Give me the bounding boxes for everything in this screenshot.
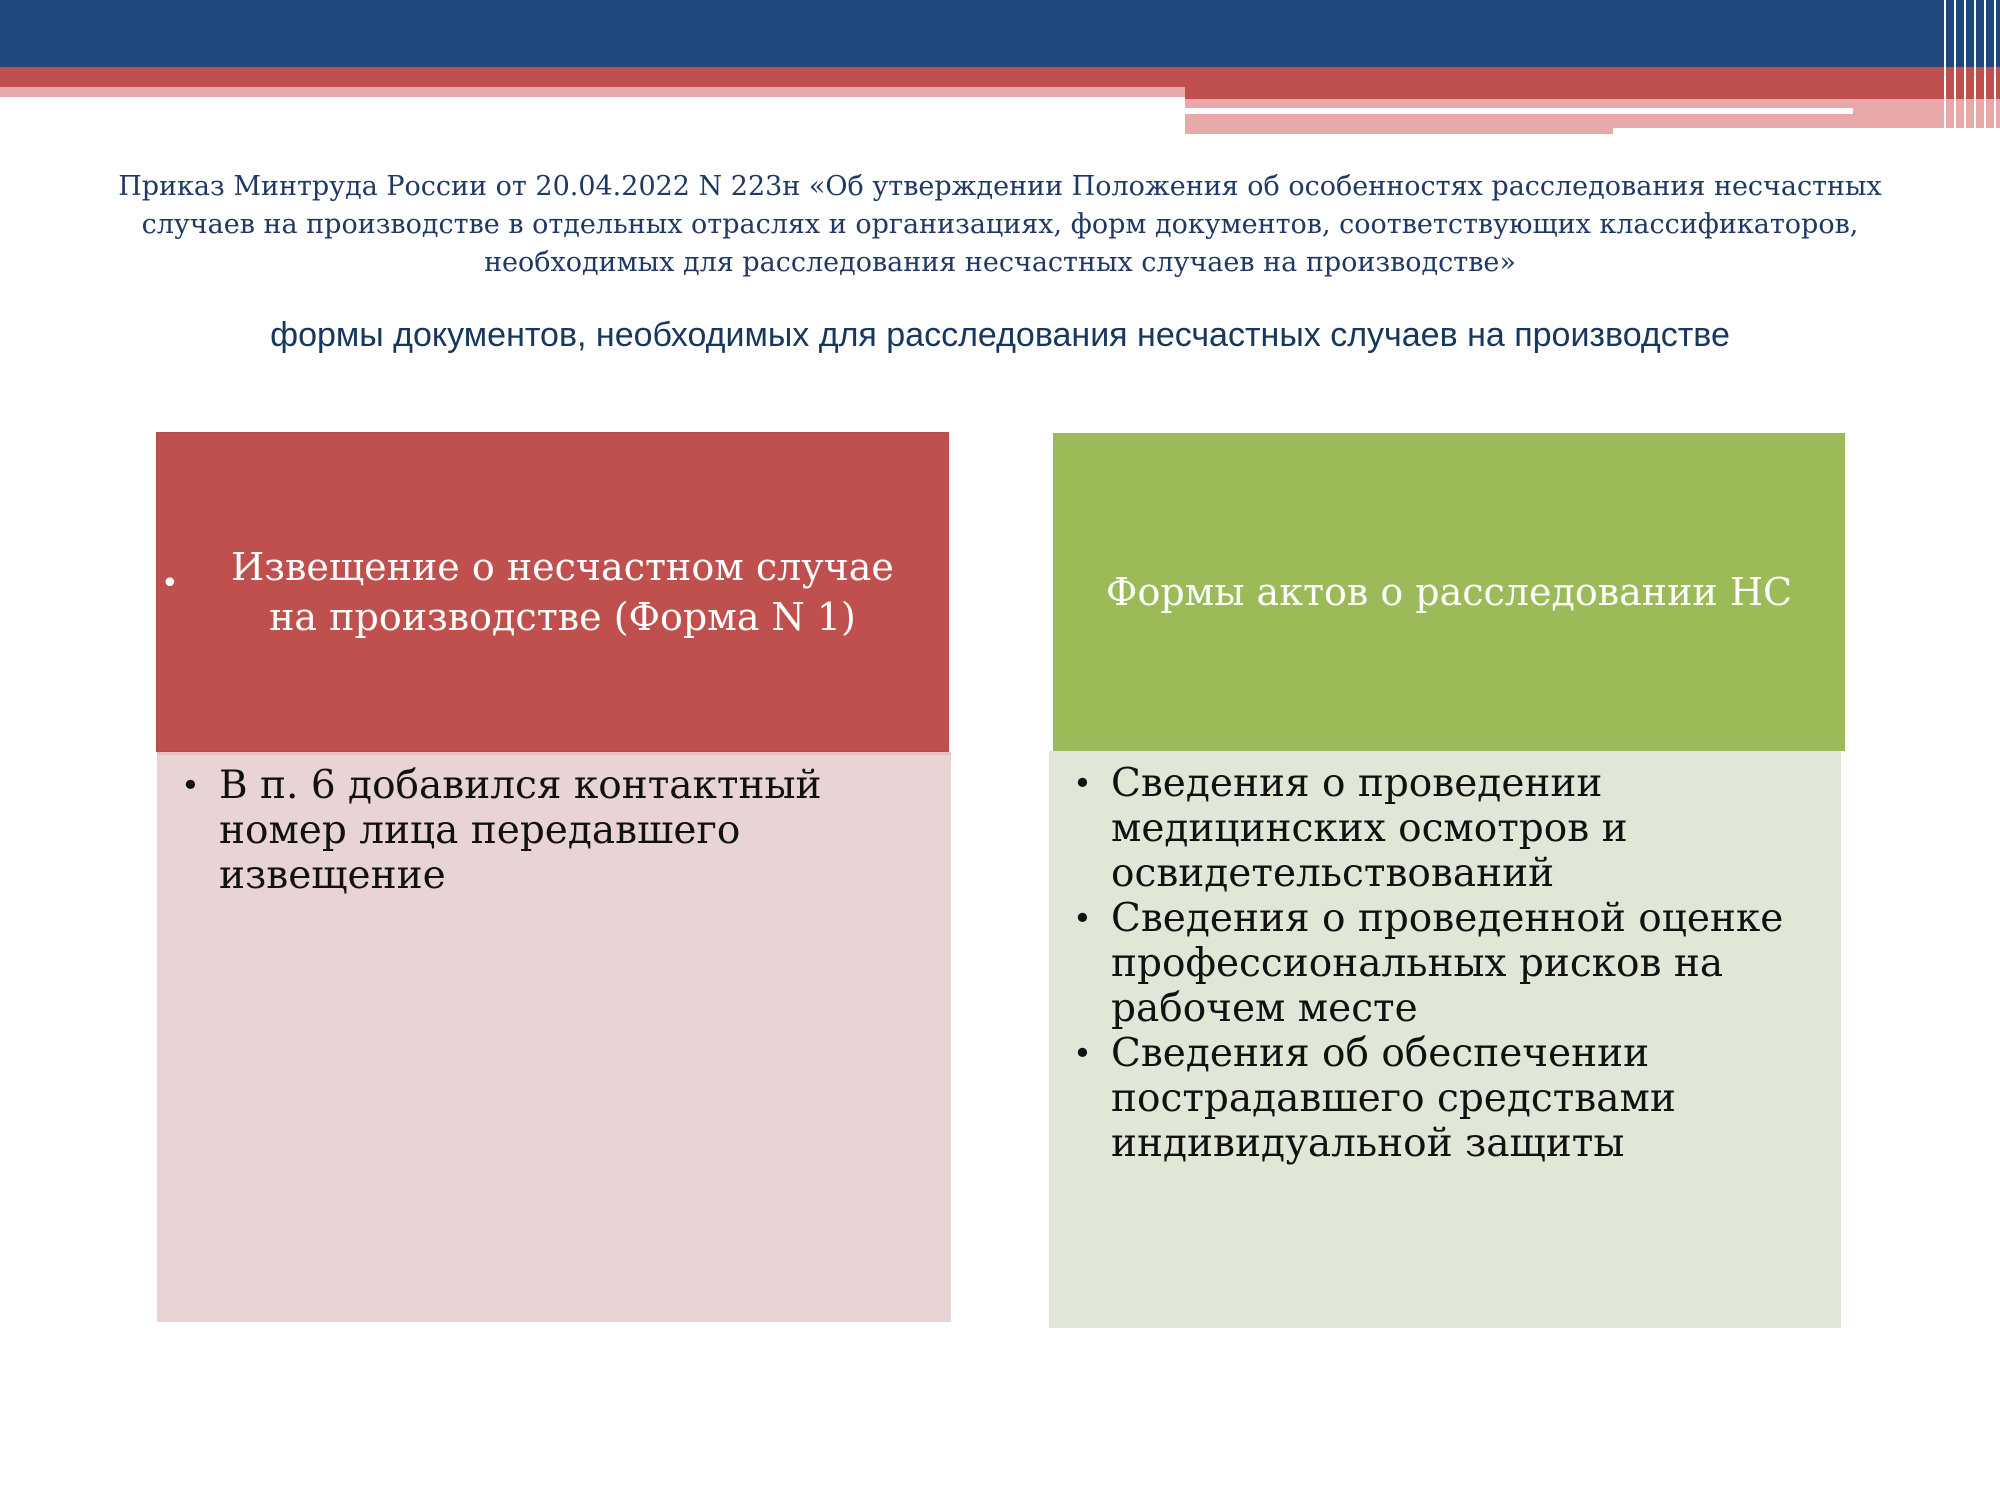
right-body-box xyxy=(1049,751,1841,1328)
list-item xyxy=(179,763,911,898)
header-band-blue xyxy=(0,0,2000,67)
list-item-line: извещение xyxy=(219,853,446,898)
left-header-text xyxy=(231,542,894,642)
header-vertical-stripe xyxy=(1964,0,1966,135)
bullet: • xyxy=(1073,764,1092,802)
bullet: • xyxy=(1073,1034,1092,1072)
bullet: • xyxy=(1073,899,1092,937)
right-header-text: Формы актов о расследовании НС xyxy=(1105,570,1793,614)
left-header-line: на производстве (Форма N 1) xyxy=(269,595,856,639)
left-header-box xyxy=(156,432,949,752)
list-item-line: рабочем месте xyxy=(1111,986,1418,1031)
list-item-line: номер лица передавшего xyxy=(219,808,741,853)
header-band-white-line xyxy=(1185,108,1853,114)
header-vertical-stripe xyxy=(1974,0,1976,135)
list-item-line: освидетельствований xyxy=(1111,851,1555,896)
list-item xyxy=(1071,761,1811,896)
header-band-pink-left xyxy=(0,87,1185,97)
order-title-line: необходимых для расследования несчастных случаев на производстве» xyxy=(484,247,1516,278)
header-vertical-stripe xyxy=(1954,0,1956,135)
left-items-list xyxy=(179,763,911,898)
page-subtitle: формы документов, необходимых для расследования несчастных случаев на производстве xyxy=(270,316,1730,354)
header-vertical-stripe xyxy=(1984,0,1986,135)
left-body-box xyxy=(157,752,951,1322)
list-item-line: В п. 6 добавился контактный xyxy=(219,763,822,808)
order-title-line: Приказ Минтруда России от 20.04.2022 N 223н «Об утверждении Положения об особенностях расследования несчастных xyxy=(118,171,1882,202)
right-header-box xyxy=(1053,433,1845,751)
list-item-line: Сведения о проведенной оценке xyxy=(1111,896,1784,941)
list-item xyxy=(1071,1031,1811,1166)
list-item-line: медицинских осмотров и xyxy=(1111,806,1628,851)
order-title xyxy=(110,168,1890,282)
header-band-red-right xyxy=(1185,87,2000,99)
list-item-line: Сведения о проведении xyxy=(1111,761,1603,806)
list-item-line: индивидуальной защиты xyxy=(1111,1121,1625,1166)
order-title-line: случаев на производстве в отдельных отраслях и организациях, форм документов, соответствующих классификаторов, xyxy=(141,209,1859,240)
header-vertical-stripe xyxy=(1944,0,1946,135)
header-band-red xyxy=(0,67,2000,87)
right-items-list xyxy=(1071,761,1811,1166)
header-band-pink-low xyxy=(1185,116,1613,134)
list-item xyxy=(1071,896,1811,1031)
list-item-line: пострадавшего средствами xyxy=(1111,1076,1676,1121)
list-item-line: профессиональных рисков на xyxy=(1111,941,1724,986)
left-header-bullet: • xyxy=(161,566,179,601)
list-item-line: Сведения об обеспечении xyxy=(1111,1031,1650,1076)
bullet: • xyxy=(181,766,200,804)
left-header-line: Извещение о несчастном случае xyxy=(231,545,894,589)
header-vertical-stripe xyxy=(1994,0,1996,135)
